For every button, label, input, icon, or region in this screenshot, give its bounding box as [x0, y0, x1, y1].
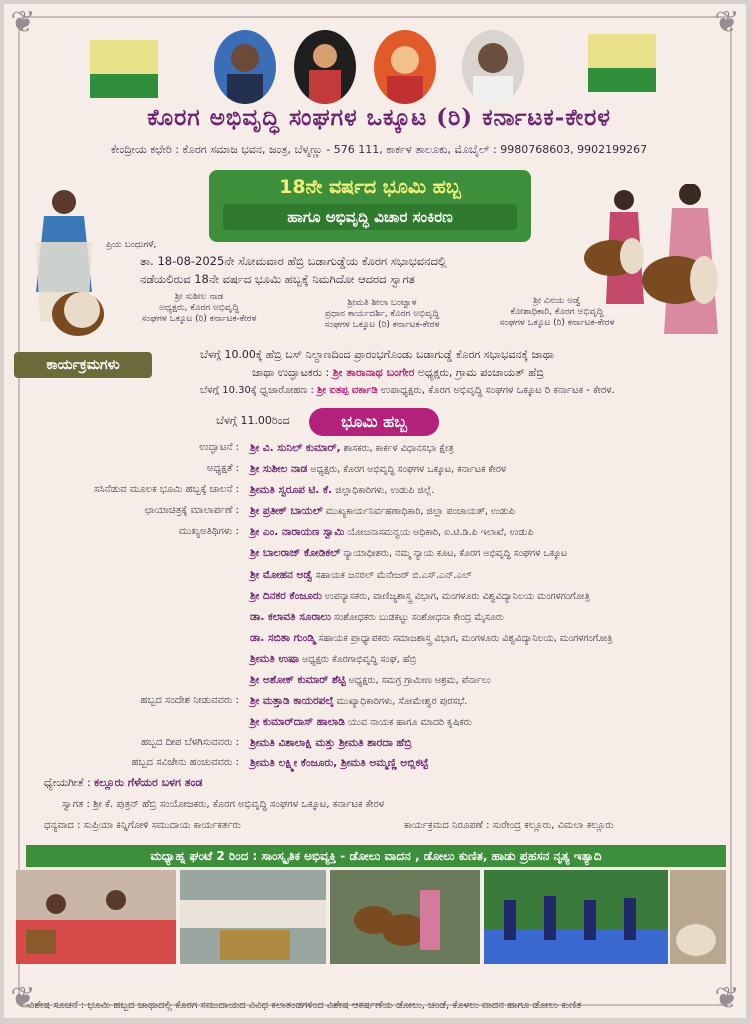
role-label: ಮುಖ್ಯಅತಿಥಿಗಳು : — [178, 526, 239, 537]
drummer-photo-left — [22, 182, 112, 350]
portrait-2 — [294, 30, 356, 104]
role-label: ಛಾಯಾಚಿತ್ರಕ್ಕೆ ಮಾಲಾರ್ಪಣೆ : — [144, 505, 239, 516]
role-person: ಶ್ರೀಮತಿ ಲಕ್ಷ್ಮೀ ಕೆಂಜೂರು, ಶ್ರೀಮತಿ ಅಮ್ಮಣ್ಣಿ ಅಬ್ಲಿಕಟ್ಟೆ — [250, 757, 429, 769]
signer-name: ಶ್ರೀ ಸುಶೀಲ ನಾಡ — [174, 292, 224, 302]
role-person: ಶ್ರೀ ಮತ್ತಾಡಿ ಕಾಯರಪಲ್ಕೆ — [250, 695, 334, 707]
event-photo-3 — [330, 870, 480, 964]
role-desc: ಉಪನ್ಯಾಸಕರು, ವಾಣಿಜ್ಯಶಾಸ್ತ್ರ ವಿಭಾಗ, ಮಂಗಳೂರು ವಿಶ್ವವಿದ್ಯಾನಿಲಯ ಮಂಗಳಗಂಗೋತ್ರಿ — [321, 591, 590, 602]
dhanya-line — [44, 820, 241, 831]
program-person: ಶ್ರೀ ತಾರಾನಾಥ ಬಂಗೇರ — [332, 366, 415, 379]
role-value — [250, 716, 472, 729]
drummers-photo-right — [580, 184, 736, 356]
role-row — [24, 737, 724, 755]
flag-right — [588, 34, 656, 92]
role-desc: ಅಧ್ಯಕ್ಷರು, ಸಮಗ್ರ ಗ್ರಾಮೀಣ ಆಶ್ರಮ, ಪೆರ್ನಾಲು — [345, 675, 491, 686]
role-row — [24, 757, 724, 775]
role-desc: ಮುಖ್ಯಕಾರ್ಯನಿರ್ವಹಣಾಧಿಕಾರಿ, ಜಿಲ್ಲಾ ಪಂಚಾಯತ್, ಉಡುಪಿ — [322, 506, 515, 517]
program-badge: ಕಾರ್ಯಕ್ರಮಗಳು — [14, 352, 152, 378]
corner-ornament-icon: ❦ — [714, 5, 740, 40]
role-label: ಅಧ್ಯಕ್ಷತೆ : — [206, 463, 239, 474]
role-desc: ಯೋಜನಾಸಮನ್ವಯ ಅಧಿಕಾರಿ, ಐ.ಟಿ.ಡಿ.ಪಿ ಇಲಾಖೆ, ಉಡುಪಿ — [344, 527, 534, 538]
invite-line-2: ನಡೆಯಲಿರುವ 18ನೇ ವರ್ಷದ ಭೂಮಿ ಹಬ್ಬಕ್ಕೆ ನಿಮಗಿದೋ ಆದರದ ಸ್ವಾಗತ — [140, 272, 415, 286]
signer-2 — [300, 298, 464, 331]
bhoomi-habba-pill: ಭೂಮಿ ಹಬ್ಬ — [309, 408, 439, 436]
role-row — [24, 484, 724, 502]
role-desc: ಅಧ್ಯಕ್ಷರು, ಕೊರಗ ಅಭಿವೃದ್ಧಿ ಸಂಘಗಳ ಒಕ್ಕೂಟ, ಕರ್ನಾಟಕ ಕೇರಳ — [307, 464, 507, 475]
role-row — [24, 463, 724, 481]
role-value — [250, 737, 412, 750]
role-label: ಉದ್ಘಾಟನೆ : — [199, 442, 239, 453]
role-person: ಶ್ರೀ ಸುಶೀಲ ನಾಡ — [250, 463, 308, 475]
role-row — [24, 590, 724, 608]
role-value — [250, 590, 590, 603]
program-label: ಜಾಥಾ ಉದ್ಘಾಟಕರು : — [252, 366, 333, 379]
role-label: ಹಬ್ಬದ ಸವಿಜೇನು ಹಂಚುವವರು : — [131, 757, 239, 768]
role-person: ಶ್ರೀ ವಿ. ಸುನಿಲ್ ಕುಮಾರ್, — [250, 442, 341, 454]
role-row — [24, 716, 724, 734]
role-person: ಶ್ರೀಮತಿ ಉಷಾ — [250, 653, 300, 665]
role-desc: ಸಹಾಯಕ ಜನರಲ್ ಮೆನೇಜರ್ ಬಿ.ಎಸ್.ಎನ್.ಎಲ್ — [312, 570, 472, 581]
role-value — [250, 695, 467, 708]
signer-role: ಅಧ್ಯಕ್ಷರು, ಕೊರಗ ಅಭಿವೃದ್ಧಿ — [159, 303, 239, 313]
role-person: ಡಾ. ಸಬಿತಾ ಗುಂಡ್ಮಿ — [250, 632, 316, 644]
role-person: ಶ್ರೀ ಎಂ. ನಾರಾಯಣ ಸ್ವಾಮಿ — [250, 526, 345, 538]
signer-role: ಕೋಶಾಧಿಕಾರಿ, ಕೊರಗ ಅಭಿವೃದ್ಧಿ — [510, 307, 604, 317]
dhyeya-line — [44, 776, 203, 790]
swagata-line — [62, 799, 384, 810]
nirupane-line — [404, 820, 614, 831]
role-person: ಡಾ. ಕಲಾವತಿ ಸೂರಾಲು — [250, 611, 331, 623]
role-row — [24, 505, 724, 523]
role-value — [250, 547, 567, 560]
footer-note: ವಿಶೇಷ ಸೂಚನೆ : ಭೂಮಿ ಹಬ್ಬದ ಜಾಥಾದಲ್ಲಿ ಕೊರಗ ಸಮುದಾಯದ ವಿವಿಧ ಕಲಾತಂಡಗಳಿಂದ ವಿಶೇಷ ಆಕರ್ಷಣೆಯ ಡೋಲು, ಚಂಡೆ, ಕೊಳಲು ವಾದನ ಹಾಗೂ ಡೋಲು ಕುಣಿತ — [28, 1000, 582, 1011]
role-value — [250, 569, 472, 582]
event-photo-5 — [670, 870, 726, 964]
portrait-4 — [462, 30, 524, 104]
role-value — [250, 632, 612, 645]
portrait-1 — [214, 30, 276, 104]
swagata-value: ಶ್ರೀ ಕೆ. ಪುತ್ರನ್ ಹೆಬ್ರಿ ಸಂಯೋಜಕರು, ಕೊರಗ ಅಭಿವೃದ್ಧಿ ಸಂಘಗಳ ಒಕ್ಕೂಟ, ಕರ್ನಾಟಕ ಕೇರಳ — [93, 799, 385, 810]
role-value — [250, 463, 506, 476]
poster — [4, 4, 746, 1018]
role-value — [250, 526, 534, 539]
program-time: ಬೆಳಗ್ಗೆ 11.00ರಿಂದ — [216, 414, 290, 427]
event-photo-4 — [484, 870, 668, 964]
role-value — [250, 442, 454, 455]
greeting: ಪ್ರಿಯ ಬಂಧುಗಳೆ, — [106, 240, 157, 250]
program-line-2 — [252, 366, 544, 380]
role-desc: ಶಾಸಕರು, ಕಾರ್ಕಳ ವಿಧಾನಸಭಾ ಕ್ಷೇತ್ರ — [340, 443, 454, 454]
role-person: ಶ್ರೀ ಅಶೋಕ್ ಕುಮಾರ್ ಶೆಟ್ಟಿ — [250, 674, 346, 686]
signer-role: ಸಂಘಗಳ ಒಕ್ಕೂಟ (ರಿ) ಕರ್ನಾಟಕ-ಕೇರಳ — [499, 318, 615, 328]
role-person: ಶ್ರೀ ಕುಮಾರ್‌ದಾಸ್ ಹಾಲಾಡಿ — [250, 716, 345, 728]
organization-address: ಕೇಂದ್ರೀಯ ಕಛೇರಿ : ಕೊರಗ ಸಮಾಜ ಭವನ, ಜಂತ್ರ, ಬೆಳ್ಮಣ್ಣು - 576 111, ಕಾರ್ಕಳ ತಾಲೂಕು, ಮೊಬೈಲ್ : 9980768603, 9902199267 — [110, 143, 648, 156]
signer-role: ಪ್ರಧಾನ ಕಾರ್ಯದರ್ಶಿ, ಕೊರಗ ಅಭಿವೃದ್ಧಿ — [324, 309, 440, 319]
corner-ornament-icon: ❦ — [10, 5, 36, 40]
role-desc: ಸಹಾಯಕ ಪ್ರಾಧ್ಯಾಪಕರು ಸಮಾಜಶಾಸ್ತ್ರ ವಿಭಾಗ, ಮಂಗಳೂರು ವಿಶ್ವವಿದ್ಯಾನಿಲಯ, ಮಂಗಳಗಂಗೋತ್ರಿ — [315, 633, 613, 644]
cultural-program-banner: ಮಧ್ಯಾಹ್ನ ಘಂಟೆ 2 ರಿಂದ : ಸಾಂಸ್ಕೃತಿಕ ಅಭಿವ್ಯಕ್ತಿ - ಡೋಲು ವಾದನ , ಡೋಲು ಕುಣಿತ, ಹಾಡು ಪ್ರಹಸನ ನೃತ್ಯ ಇತ್ಯಾದಿ — [26, 845, 726, 867]
role-desc: ಸಂಶೋಧಕರು ಬುಡಕಟ್ಟು ಸಂಶೋಧನಾ ಕೇಂದ್ರ ಮೈಸೂರು — [330, 612, 504, 623]
swagata-label: ಸ್ವಾಗತ : — [62, 799, 90, 810]
corner-ornament-icon: ❦ — [10, 981, 36, 1016]
role-value — [250, 505, 515, 518]
role-label: ಸಸಿನೆಡುವ ಮೂಲಕ ಭೂಮಿ ಹಬ್ಬಕ್ಕೆ ಚಾಲನೆ : — [94, 484, 239, 495]
role-value — [250, 674, 491, 687]
dhyeya-value: ಕಲ್ಲೂರು ಗೆಳೆಯರ ಬಳಗ ತಂಡ — [94, 776, 203, 789]
portrait-3 — [374, 30, 436, 104]
event-title: 18ನೇ ವರ್ಷದ ಭೂಮಿ ಹಬ್ಬ — [279, 176, 461, 198]
event-title-box — [209, 170, 531, 242]
nirupane-label: ಕಾರ್ಯಕ್ರಮದ ನಿರೂಪಣೆ : — [404, 820, 490, 831]
role-person: ಶ್ರೀ ದಿನಕರ ಕೆಂಜೂರು — [250, 590, 322, 602]
role-person: ಶ್ರೀ ಬಾಲರಾಜ್ ಕೋಡಿಕಲ್ — [250, 547, 341, 559]
role-row — [24, 611, 724, 629]
role-desc: ಜಿಲ್ಲಾಧಿಕಾರಿಗಳು, ಉಡುಪಿ ಜಿಲ್ಲೆ. — [332, 485, 435, 496]
signer-role: ಸಂಘಗಳ ಒಕ್ಕೂಟ (ರಿ) ಕರ್ನಾಟಕ-ಕೇರಳ — [141, 314, 257, 324]
event-subtitle: ಹಾಗೂ ಅಭಿವೃದ್ಧಿ ವಿಚಾರ ಸಂಕಿರಣ — [223, 204, 517, 230]
role-desc: ಮುಖ್ಯಾಧಿಕಾರಿಗಳು, ಸೋಮೇಶ್ವರ ಪುರಸಭೆ. — [333, 696, 468, 707]
nirupane-value: ಸುರೇಂದ್ರ ಕಲ್ಲೂರು, ವಿಮಲಾ ಕಲ್ಲೂರು — [492, 820, 614, 831]
role-person: ಶ್ರೀಮತಿ ಸ್ವರೂಪ ಟಿ. ಕೆ. — [250, 484, 333, 496]
role-desc: ಅಧ್ಯಕ್ಷರು ಕೊರಗಾಭಿವೃದ್ಧಿ ಸಂಘ, ಹೆಬ್ರಿ — [299, 654, 417, 665]
role-value — [250, 484, 434, 497]
signer-3 — [482, 296, 632, 329]
role-value — [250, 611, 504, 624]
role-value — [250, 757, 428, 770]
role-desc: ನ್ಯಾಯಾಧೀಶರು, ನಮ್ಮ ನ್ಯಾಯ ಕೂಟ, ಕೊರಗ ಅಭಿವೃದ್ಧಿ ಸಂಘಗಳ ಒಕ್ಕೂಟ — [340, 548, 568, 559]
signer-role: ಸಂಘಗಳ ಒಕ್ಕೂಟ (ರಿ) ಕರ್ನಾಟಕ-ಕೇರಳ — [324, 320, 440, 330]
corner-ornament-icon: ❦ — [714, 981, 740, 1016]
role-row — [24, 442, 724, 460]
program-desc: ಅಧ್ಯಕ್ಷರು, ಗ್ರಾಮ ಪಂಚಾಯತ್ ಹೆಬ್ರಿ — [414, 366, 545, 379]
role-row — [24, 632, 724, 650]
dhyeya-label: ಧ್ಯೇಯಗೀತೆ : — [44, 776, 91, 789]
signer-1 — [124, 292, 274, 325]
role-person: ಶ್ರೀ ಪ್ರತೀಕ್ ಬಾಯಲ್ — [250, 505, 323, 517]
role-row — [24, 653, 724, 671]
role-label: ಹಬ್ಬದ ದೀಪ ಬೆಳಗಿಸುವವರು : — [141, 737, 239, 748]
role-row — [24, 695, 724, 713]
flag-left — [90, 40, 158, 98]
signer-name: ಶ್ರೀ ವಿನಯ ಅಡ್ವೆ — [533, 296, 581, 306]
role-value — [250, 653, 417, 666]
event-photo-1 — [16, 870, 176, 964]
organization-name: ಕೊರಗ ಅಭಿವೃದ್ಧಿ ಸಂಘಗಳ ಒಕ್ಕೂಟ (ರಿ) ಕರ್ನಾಟಕ-ಕೇರಳ — [147, 104, 611, 131]
program-desc: ಉಪಾಧ್ಯಕ್ಷರು, ಕೊರಗ ಅಭಿವೃದ್ಧಿ ಸಂಘಗಳ ಒಕ್ಕೂಟ ರಿ ಕರ್ನಾಟಕ - ಕೇರಳ. — [377, 385, 615, 396]
role-label: ಹಬ್ಬದ ಸಂದೇಶ ನೀಡುವವರು : — [140, 695, 239, 706]
role-desc: ಯುವ ನಾಯಕ ಹಾಗೂ ಮಾದರಿ ಕೃಷಿಕರು — [344, 717, 472, 728]
role-person: ಶ್ರೀಮತಿ ವಿಶಾಲಾಕ್ಷಿ ಮತ್ತು ಶ್ರೀಮತಿ ಶಾರದಾ ಹೆಬ್ರಿ — [250, 737, 412, 749]
role-person: ಶ್ರೀ ಮೋಹನ ಅಡ್ವೆ — [250, 569, 313, 581]
dhanya-label: ಧನ್ಯವಾದ : — [44, 820, 81, 831]
program-line-3 — [200, 385, 615, 396]
program-line-1: ಬೆಳಗ್ಗೆ 10.00ಕ್ಕೆ ಹೆಬ್ರಿ ಬಸ್ ನಿಲ್ದಾಣದಿಂದ ಪ್ರಾರಂಭಗೊಂಡು ಬಡಾಗುಡ್ಡೆ ಕೊರಗ ಸಭಾಭವನಕ್ಕೆ ಜಾಥಾ — [200, 348, 554, 361]
signer-name: ಶ್ರೀಮತಿ ಶೀಲಾ ಬಂಟ್ವಾಳ — [347, 298, 417, 308]
program-label: ಬೆಳಗ್ಗೆ 10.30ಕ್ಕೆ ಧ್ವಜಾರೋಹಣ : — [200, 385, 318, 396]
role-row — [24, 674, 724, 692]
role-row — [24, 547, 724, 565]
dhanya-value: ಸುಪ್ರಿಯಾ ಕಿನ್ನಿಗೋಳಿ ಸಮುದಾಯ ಕಾರ್ಯಕರ್ತರು — [83, 820, 241, 831]
invite-line-1: ತಾ. 18-08-2025ನೇ ಸೋಮವಾರ ಹೆಬ್ರಿ ಬಡಾಗುಡ್ಡೆಯ ಕೊರಗ ಸಭಾಭವನದಲ್ಲಿ — [140, 254, 447, 268]
event-photo-2 — [180, 870, 326, 964]
role-row — [24, 526, 724, 544]
role-row — [24, 569, 724, 587]
program-person: ಶ್ರೀ ಐತಪ್ಪ ವರ್ಕಾಡಿ — [317, 385, 378, 396]
